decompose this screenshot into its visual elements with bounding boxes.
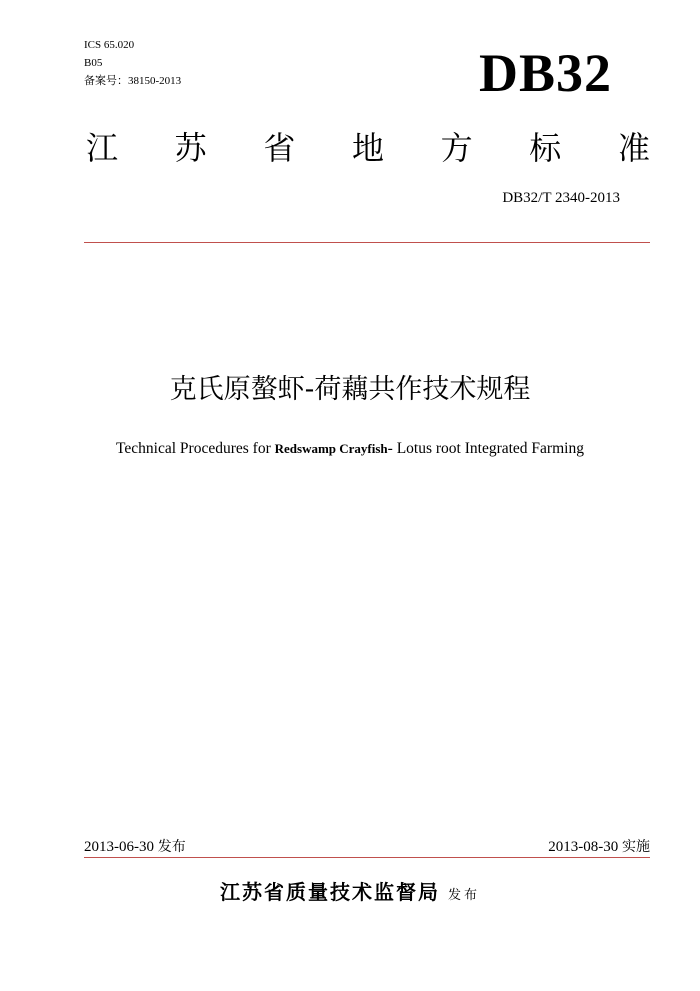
bottom-divider	[84, 857, 650, 858]
implement-label: 实施	[622, 839, 650, 855]
document-metadata	[84, 36, 181, 90]
standard-type-char: 标	[529, 129, 562, 167]
standard-number: DB32/T 2340-2013	[502, 190, 620, 206]
ics-code: ICS 65.020	[84, 39, 135, 51]
standard-type-char: 地	[351, 129, 384, 167]
standard-type-heading	[86, 128, 650, 168]
publish-label: 发布	[157, 839, 186, 855]
standard-type-char: 江	[86, 129, 119, 167]
standard-type-char: 方	[440, 129, 473, 167]
date-row	[84, 836, 650, 856]
issuer-line	[0, 876, 700, 905]
standard-type-char: 省	[263, 129, 296, 167]
publish-date-block	[84, 836, 186, 856]
implement-date: 2013-08-30	[548, 839, 619, 855]
chinese-title: 克氏原螯虾-荷藕共作技术规程	[169, 374, 531, 405]
publish-date: 2013-06-30	[84, 839, 154, 855]
implement-date-block	[548, 836, 650, 856]
english-title-prefix: Technical Procedures for	[116, 440, 275, 457]
issuer-action: 发布	[447, 888, 480, 903]
english-title-suffix: - Lotus root Integrated Farming	[387, 440, 584, 457]
ccs-code: B05	[84, 57, 103, 69]
english-title-bold: Redswamp Crayfish	[274, 441, 388, 456]
top-divider	[84, 242, 650, 243]
standard-type-char: 准	[617, 129, 650, 167]
db-code: DB32	[478, 43, 612, 103]
english-title	[0, 440, 700, 458]
issuer-organization: 江苏省质量技术监督局	[219, 880, 440, 904]
filing-number: 备案号：38150-2013	[84, 75, 182, 87]
standard-type-char: 苏	[174, 129, 207, 167]
